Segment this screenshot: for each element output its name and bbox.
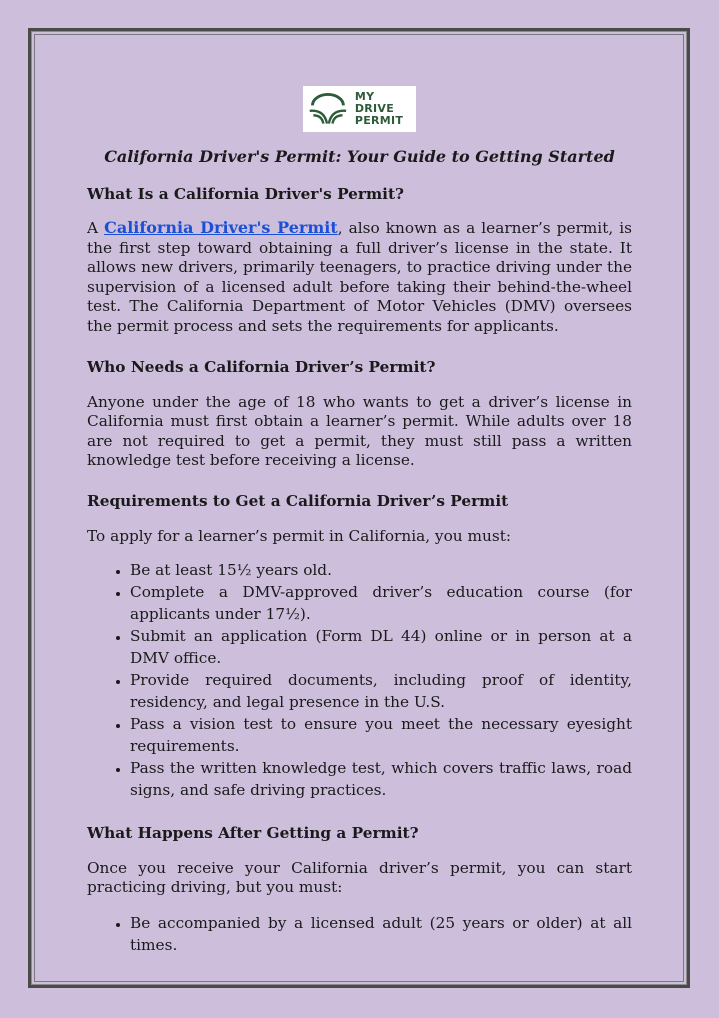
section-intro-after-permit: Once you receive your California driver’s permit, you can start practicing driving, but you must: xyxy=(87,858,632,897)
section-paragraph-who-needs: Anyone under the age of 18 who wants to get a driver’s license in California must first obtain a learner’s permit. While adults over 18 are not required to get a permit, they must still pass a written knowledge test before receiving a license. xyxy=(87,392,632,470)
road-horizon-icon xyxy=(307,91,349,127)
list-item: • Pass the written knowledge test, which covers traffic laws, road signs, and safe driving practices. xyxy=(130,757,632,801)
section-heading-after-permit: What Happens After Getting a Permit? xyxy=(87,823,419,842)
logo-text-line2: PERMIT xyxy=(354,114,404,127)
permit-link[interactable]: California Driver's Permit xyxy=(104,218,338,237)
section-paragraph-what-is xyxy=(87,218,632,337)
list-item: • Submit an application (Form DL 44) online or in person at a DMV office. xyxy=(130,625,632,669)
section-intro-requirements: To apply for a learner’s permit in California, you must: xyxy=(87,526,512,545)
list-item: • Be accompanied by a licensed adult (25 years or older) at all times. xyxy=(130,912,632,956)
list-item: • Provide required documents, including proof of identity, residency, and legal presence in the U.S. xyxy=(130,669,632,713)
document-body xyxy=(87,144,632,956)
section-heading-who-needs: Who Needs a California Driver’s Permit? xyxy=(87,357,436,376)
para-prefix: A xyxy=(87,219,105,237)
list-item: • Pass a vision test to ensure you meet the necessary eyesight requirements. xyxy=(130,713,632,757)
logo xyxy=(303,86,416,132)
requirements-list xyxy=(87,559,632,801)
logo-text xyxy=(355,91,412,127)
document-title: California Driver's Permit: Your Guide to Getting Started xyxy=(104,147,615,166)
list-item: • Complete a DMV-approved driver’s education course (for applicants under 17½). xyxy=(130,581,632,625)
section-heading-requirements: Requirements to Get a California Driver’s Permit xyxy=(87,491,509,510)
logo-text-line1: MY DRIVE xyxy=(354,90,395,115)
para-rest: , also known as a learner’s permit, is the first step toward obtaining a full driver’s license in the state. It allows new drivers, primarily teenagers, to practice driving under the supervision of a licensed adult before taking their behind-the-wheel test. The California Department of Motor Vehicles (DMV) oversees the permit process and sets the requirements for applicants. xyxy=(87,219,633,335)
list-item: • Be at least 15½ years old. xyxy=(130,559,632,581)
after-permit-list xyxy=(87,912,632,956)
section-heading-what-is: What Is a California Driver's Permit? xyxy=(87,185,404,203)
